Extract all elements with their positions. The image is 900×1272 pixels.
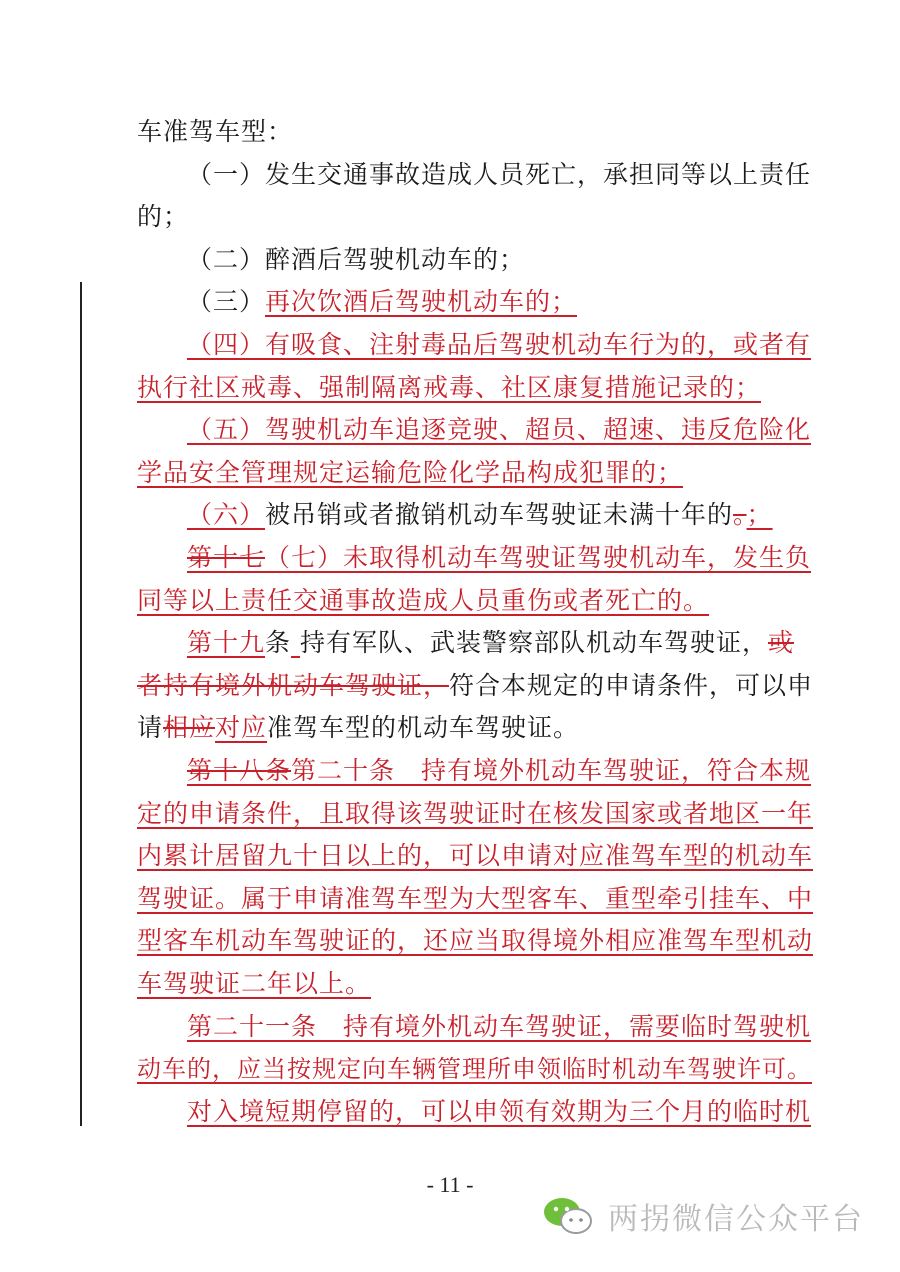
deleted-text: 者持有境外机动车驾驶证，: [137, 671, 450, 700]
text-line: 的；: [137, 202, 190, 231]
inserted-line: 第二十一条 持有境外机动车驾驶证，需要临时驾驶机: [187, 1012, 812, 1041]
watermark-text: 两拐微信公众平台: [608, 1202, 864, 1237]
text-line: 者持有境外机动车驾驶证，符合本规定的申请条件，可以申: [137, 671, 814, 700]
inserted-line: 车驾驶证二年以上。: [137, 969, 372, 998]
inserted-line: 内累计居留九十日以上的，可以申请对应准驾车型的机动车: [137, 841, 814, 870]
text-line: （三）再次饮酒后驾驶机动车的；: [187, 287, 578, 316]
revision-bar: [80, 282, 82, 1126]
text-line: （六）被吊销或者撤销机动车驾驶证未满十年的。；: [187, 500, 773, 529]
inserted-line: 学品安全管理规定运输危险化学品构成犯罪的；: [137, 458, 684, 487]
text-line: （一）发生交通事故造成人员死亡，承担同等以上责任: [187, 160, 812, 189]
wechat-icon: [540, 1194, 596, 1238]
text-line: 第十九条 持有军队、武装警察部队机动车驾驶证，或: [187, 628, 795, 657]
inserted-line: 动车的，应当按规定向车辆管理所申领临时机动车驾驶许可。: [137, 1055, 812, 1083]
inserted-line: 型客车机动车驾驶证的，还应当取得境外相应准驾车型机动: [137, 926, 814, 955]
inserted-text: 对应: [215, 713, 268, 742]
inserted-line: 同等以上责任交通事故造成人员重伤或者死亡的。: [137, 586, 710, 615]
inserted-line: 执行社区戒毒、强制隔离戒毒、社区康复措施记录的；: [137, 373, 762, 402]
deleted-text: 第十七: [187, 543, 266, 572]
inserted-line: 对入境短期停留的，可以申领有效期为三个月的临时机: [187, 1097, 812, 1126]
deleted-text: 第十八条: [187, 756, 292, 785]
inserted-line: 定的申请条件，且取得该驾驶证时在核发国家或者地区一年: [137, 799, 814, 828]
inserted-line: 第十七（七）未取得机动车驾驶证驾驶机动车，发生负: [187, 543, 812, 572]
text-line: 请相应对应准驾车型的机动车驾驶证。: [137, 713, 580, 742]
inserted-text: 再次饮酒后驾驶机动车的；: [265, 287, 578, 316]
inserted-line: 第十八条第二十条 持有境外机动车驾驶证，符合本规: [187, 756, 812, 785]
page-number: - 11 -: [426, 1172, 474, 1197]
inserted-line: 驾驶证。属于申请准驾车型为大型客车、重型牵引挂车、中: [137, 884, 814, 913]
watermark: [540, 1192, 864, 1240]
deleted-text: 相应: [163, 713, 216, 742]
inserted-text: 第十九: [187, 628, 266, 657]
inserted-line: （五）驾驶机动车追逐竞驶、超员、超速、违反危险化: [187, 415, 812, 444]
inserted-text: （六）: [187, 500, 266, 529]
deleted-text: 。: [733, 500, 747, 529]
text-line: （二）醉酒后驾驶机动车的；: [187, 245, 526, 274]
deleted-text: 或: [768, 628, 795, 657]
inserted-text: ；: [746, 500, 773, 529]
text-line: 车准驾车型：: [137, 117, 294, 146]
inserted-line: （四）有吸食、注射毒品后驾驶机动车行为的，或者有: [187, 330, 812, 359]
